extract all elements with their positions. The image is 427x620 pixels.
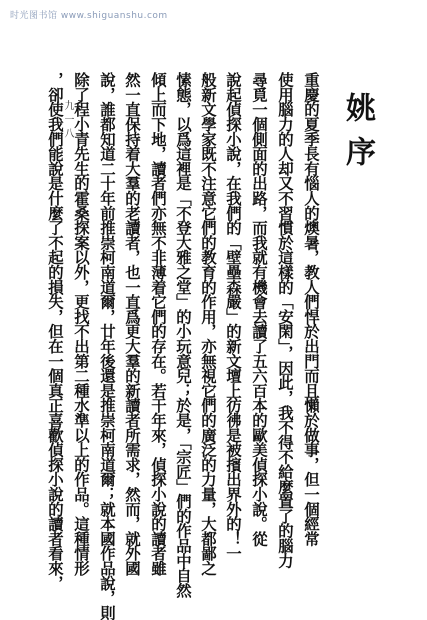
- text-column: ，卻使我們能說是什麼了不起的損失，但在一個真正喜歡偵探小說的讀者看來，: [46, 72, 64, 591]
- preface-title: 姚序: [340, 92, 375, 180]
- text-column: 說，誰都知道二十年前推崇柯南道爾，廿年後還是推崇柯南道爾；就本國作品說，則: [98, 72, 116, 620]
- text-column: 愫態，以爲這裡是「不登大雅之堂」的小玩意兒；於是，「宗匠」們的作品中自然: [174, 72, 192, 598]
- text-column: 般新文學家既不注意它們的教育的作用，亦無視它們的廣泛的力量，大都鄙之: [199, 72, 217, 576]
- text-column: 然一直保持着大羣的老讀者，也一直爲更大羣的新讀者所需求，然而，就外國: [123, 72, 141, 576]
- text-column: 尋覓一個側面的出路，而我就有機會去讀了五六百本的歐美偵探小說。從: [250, 72, 268, 546]
- page-number: 九一八: [62, 100, 73, 142]
- text-column: 除了程小青先生的霍桑探案以外，更找不出第二種水準以上的作品。這種情形: [72, 72, 90, 576]
- text-column: 說起偵探小說，在我們的「壁壘森嚴」的新文壇上彷彿是被擯出界外的！一: [224, 72, 242, 561]
- text-column: 使用腦力的人却又不習慣於這樣的「安閑」，因此，我不得不給麼置了的腦力: [276, 72, 294, 568]
- text-column: 重慶的夏季長有惱人的燠暑，教人們悍於出門而且懶於做事，但一個經常: [302, 72, 320, 546]
- text-column: 傾上而下地，讀者們亦無不非薄着它們的存在。若干年來，偵探小說的讀者雖: [149, 72, 167, 576]
- watermark: 时光图书馆 www.shiguanshu.com: [10, 11, 168, 21]
